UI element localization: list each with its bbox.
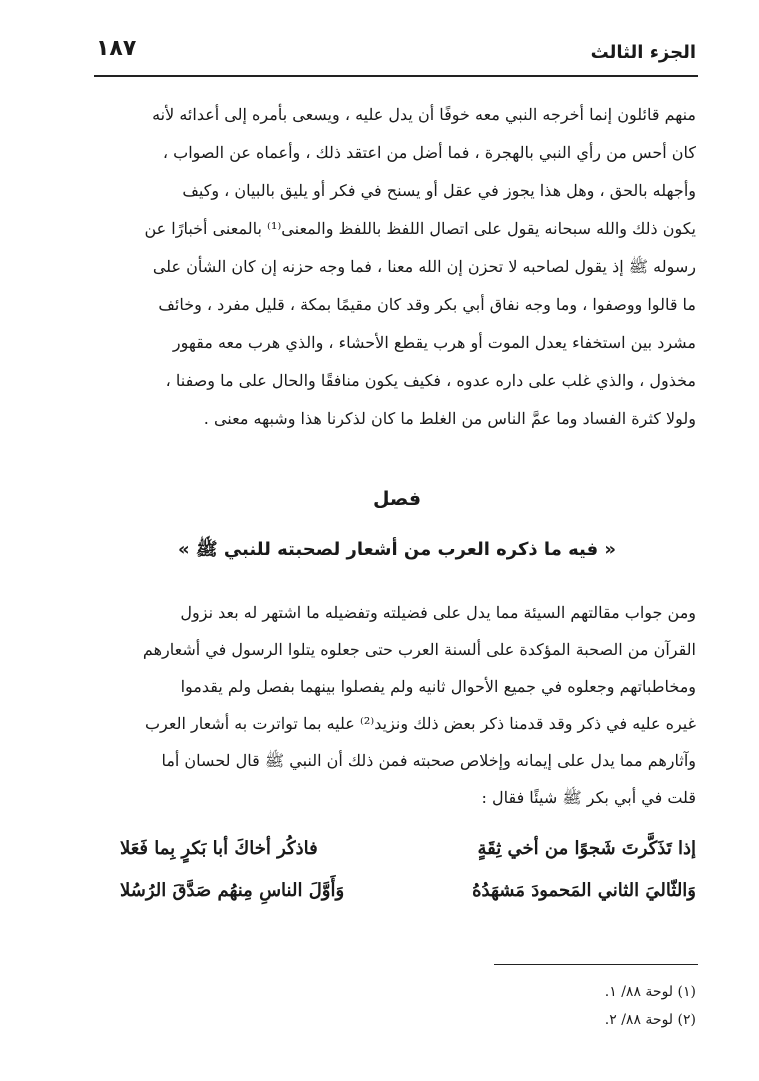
text-line: وآثارهم مما يدل على إيمانه وإخلاص صحبته فمن ذلك أن النبي ﷺ قال لحسان أما [161, 751, 696, 770]
text-line: منهم قائلون إنما أخرجه النبي معه خوفًا أن يدل عليه ، ويسعى بأمره إلى أعدائه لأنه [152, 105, 696, 124]
footnote-item: (٢) لوحة ٨٨/ ٢. [604, 1012, 696, 1028]
text-line: ومن جواب مقالتهم السيئة مما يدل على فضيلته وتفضيله ما اشتهر له بعد نزول [180, 603, 696, 622]
text-line: ولولا كثرة الفساد وما عمَّ الناس من الغلط ما كان لذكرنا هذا وشبهه معنى . [203, 409, 696, 428]
verse-second-hemistich: وَأَوَّلَ الناسِ مِنهُم صَدَّقَ الرُسُلا [120, 880, 345, 901]
text-line: كان أحس من رأي النبي بالهجرة ، فما أضل من اعتقد ذلك ، وأعماه عن الصواب ، [162, 143, 696, 162]
text-line: يكون ذلك والله سبحانه يقول على اتصال اللفظ باللفظ والمعنى⁽¹⁾ بالمعنى أخبارًا عن [144, 219, 696, 238]
footnote-item: (١) لوحة ٨٨/ ١. [604, 984, 696, 1000]
text-line: ما قالوا ووصفوا ، وما وجه نفاق أبي بكر وقد كان مقيمًا بمكة ، قليل مفرد ، وخائف [158, 295, 696, 314]
footnote-divider [494, 964, 698, 965]
section-subheading: « فيه ما ذكره العرب من أشعار لصحبته للنبي ﷺ » [177, 539, 617, 560]
page-header [96, 36, 696, 76]
text-line: مخذول ، والذي غلب على داره عدوه ، فكيف يكون منافقًا والحال على ما وصفنا ، [165, 371, 696, 390]
text-line: مشرد بين استخفاء يعدل الموت أو هرب يقطع الأحشاء ، والذي هرب معه مقهور [172, 333, 696, 352]
paragraph-1 [98, 96, 696, 438]
poem-block [98, 838, 696, 922]
text-line: القرآن من الصحبة المؤكدة على ألسنة العرب حتى جعلوه يتلوا الرسول في أشعارهم [142, 640, 696, 659]
verse-second-hemistich: فاذكُر أخاكَ أبا بَكرٍ بِما فَعَلا [120, 838, 318, 859]
poem-verse [98, 838, 696, 880]
poem-verse [98, 880, 696, 922]
running-title: الجزء الثالث [590, 42, 696, 63]
page-number: ١٨٧ [96, 36, 137, 61]
text-line: ومخاطباتهم وجعلوه في جميع الأحوال ثانيه ولم يفصلوا بينهما بفصل ولم يقدموا [180, 677, 696, 696]
text-line: رسوله ﷺ إذ يقول لصاحبه لا تحزن إن الله معنا ، فما وجه حزنه إن كان الشأن على [152, 257, 696, 276]
text-line: وأجهله بالحق ، وهل هذا يجوز في عقل أو يسنح في فكر أو يليق بالبيان ، وكيف [182, 181, 696, 200]
verse-first-hemistich: وَالثّاليَ الثاني المَحمودَ مَشهَدُهُ [472, 880, 696, 901]
footnotes [98, 978, 696, 1034]
paragraph-2 [98, 594, 696, 816]
header-divider [94, 75, 698, 77]
verse-first-hemistich: إذا تَذَكَّرتَ شَجوًا من أخي ثِقَةٍ [477, 838, 696, 859]
section-heading: فصل [372, 488, 422, 510]
text-line: قلت في أبي بكر ﷺ شيئًا فقال : [481, 788, 696, 807]
text-line: غيره عليه في ذكر وقد قدمنا ذكر بعض ذلك ونزيد⁽²⁾ عليه بما تواترت به أشعار العرب [144, 714, 696, 733]
